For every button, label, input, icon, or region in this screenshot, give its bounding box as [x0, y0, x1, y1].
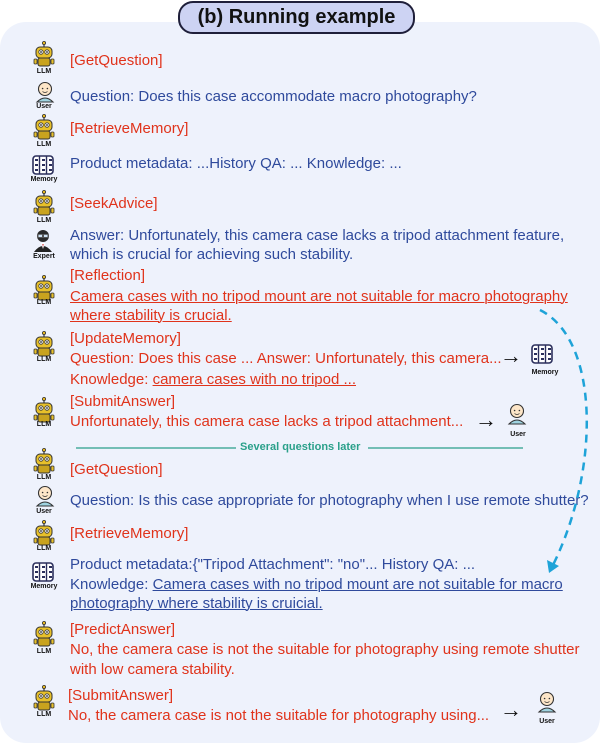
question-text: Question: Does this case accommodate macro photography? [70, 88, 477, 105]
update-memory-line-1: Question: Does this case ... Answer: Unfortunately, this camera... [70, 350, 502, 367]
knowledge-prefix: Knowledge: [70, 576, 153, 593]
llm-label: LLM [36, 299, 52, 306]
llm-label: LLM [36, 545, 52, 552]
llm-label: LLM [36, 421, 52, 428]
action-update-memory: [UpdateMemory] [70, 330, 181, 347]
reflection-line-2: where stability is crucial. [70, 307, 232, 324]
knowledge-value: Camera cases with no tripod mount are not suitable for macro [152, 576, 563, 593]
panel-title: (b) Running example [178, 1, 415, 34]
memory-content: Product metadata: ...History QA: ... Knowledge: ... [70, 155, 402, 172]
user-label: User [510, 431, 526, 438]
reflection-line-1: Camera cases with no tripod mount are not suitable for macro photography [70, 288, 568, 305]
action-seek-advice: [SeekAdvice] [70, 195, 158, 212]
action-submit-answer: [SubmitAnswer] [68, 687, 174, 704]
llm-label: LLM [36, 711, 52, 718]
arrow-to-user: → [475, 407, 497, 432]
llm-label: LLM [36, 68, 52, 75]
llm-label: LLM [36, 141, 52, 148]
expert-answer-line-1: Answer: Unfortunately, this camera case lacks a tripod attachment feature, [70, 227, 565, 244]
action-reflection: [Reflection] [70, 267, 146, 284]
arrow-to-memory: → [500, 343, 522, 368]
action-retrieve-memory: [RetrieveMemory] [70, 120, 189, 137]
user-label: User [36, 508, 52, 515]
llm-label: LLM [36, 648, 52, 655]
submit-answer-text: No, the camera case is not the suitable for photography using... [68, 707, 490, 724]
action-retrieve-memory: [RetrieveMemory] [70, 525, 189, 542]
arrow-to-user: → [500, 697, 522, 722]
knowledge-prefix: Knowledge: [70, 371, 153, 388]
user-label: User [539, 718, 555, 725]
predict-answer-line-1: No, the camera case is not the suitable for photography using remote shutter [70, 641, 580, 658]
dashed-arrow-head [547, 560, 559, 573]
submit-answer-text: Unfortunately, this camera case lacks a tripod attachment... [70, 413, 464, 430]
expert-label: Expert [33, 253, 55, 260]
action-submit-answer: [SubmitAnswer] [70, 393, 176, 410]
predict-answer-line-2: with low camera stability. [70, 661, 235, 678]
action-get-question: [GetQuestion] [70, 461, 163, 478]
memory-content-line-1: Product metadata:{"Tripod Attachment": "no"... History QA: ... [70, 556, 476, 573]
memory-label: Memory [531, 369, 559, 376]
section-divider-label: Several questions later [240, 441, 361, 453]
dashed-arrow-line [540, 310, 587, 565]
memory-content-line-3: photography where stability is cruicial. [70, 595, 323, 612]
action-get-question: [GetQuestion] [70, 52, 163, 69]
user-label: User [36, 103, 52, 110]
llm-label: LLM [36, 356, 52, 363]
memory-label: Memory [30, 583, 58, 590]
question-text: Question: Is this case appropriate for photography when I use remote shutter? [70, 492, 589, 509]
llm-label: LLM [36, 217, 52, 224]
memory-label: Memory [30, 176, 58, 183]
action-predict-answer: [PredictAnswer] [70, 621, 176, 638]
knowledge-value: camera cases with no tripod ... [152, 371, 356, 388]
llm-label: LLM [36, 474, 52, 481]
expert-answer-line-2: which is crucial for achieving such stability. [70, 246, 354, 263]
